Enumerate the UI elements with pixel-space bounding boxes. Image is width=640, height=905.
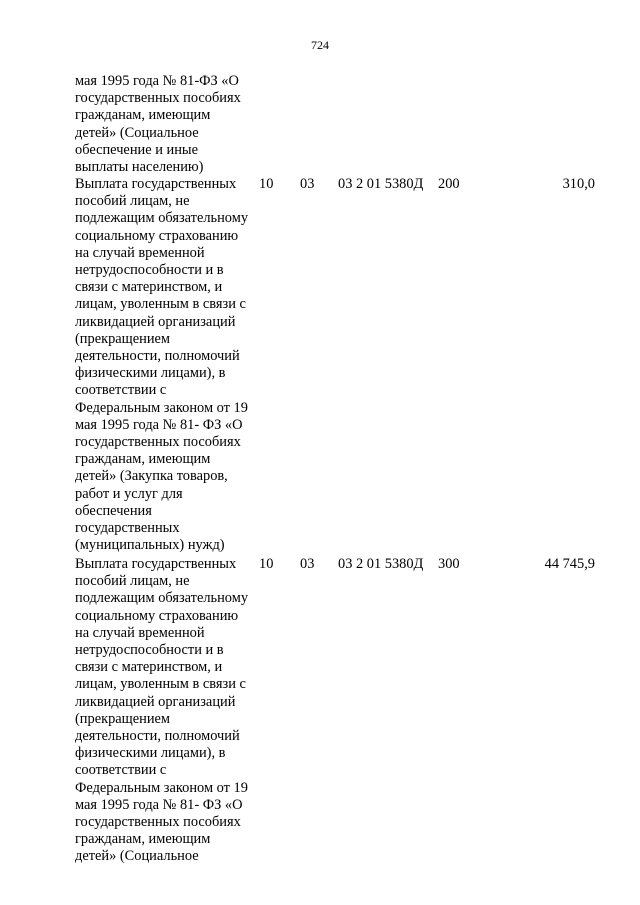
amount-value: 44 745,9 — [544, 556, 595, 572]
description-line: гражданам, имеющим — [75, 451, 211, 468]
description-line: мая 1995 года № 81- ФЗ «О — [75, 796, 243, 813]
description-line: (прекращением — [75, 330, 171, 347]
description-line: обеспечения — [75, 502, 152, 519]
description-line: (прекращением — [75, 710, 171, 727]
target-item-code: 03 2 01 5380Д — [338, 176, 424, 192]
amount-value: 310,0 — [562, 176, 595, 192]
target-item-code: 03 2 01 5380Д — [338, 556, 424, 572]
expense-type-code: 300 — [438, 556, 460, 572]
description-line: подлежащим обязательному — [75, 590, 249, 607]
description-line: мая 1995 года № 81-ФЗ «О — [75, 73, 239, 89]
description-line: пособий лицам, не — [75, 573, 190, 590]
description-line: деятельности, полномочий — [75, 348, 240, 365]
description-line: связи с материнством, и — [75, 279, 223, 296]
description-line: детей» (Социальное — [75, 848, 199, 865]
description-line: ликвидацией организаций — [75, 693, 236, 710]
description-line: гражданам, имеющим — [75, 831, 211, 848]
description-line: на случай временной — [75, 624, 205, 641]
description-line: нетрудоспособности и в — [75, 262, 224, 279]
description-line: обеспечение и иные — [75, 141, 198, 158]
description-line: ликвидацией организаций — [75, 313, 236, 330]
description-line: на случай временной — [75, 244, 205, 261]
description-line: детей» (Закупка товаров, — [75, 468, 228, 485]
section-code: 10 — [259, 556, 274, 572]
description-line: государственных пособиях — [75, 434, 241, 451]
description-line: (муниципальных) нужд) — [75, 537, 225, 554]
description-line: физическими лицами), в — [75, 365, 226, 382]
page-number: 724 — [311, 38, 329, 52]
description-line: Выплата государственных — [75, 556, 237, 572]
description-line: физическими лицами), в — [75, 745, 226, 762]
subsection-code: 03 — [300, 176, 315, 192]
description-line: лицам, уволенным в связи с — [75, 296, 246, 313]
description-line: соответствии с — [75, 382, 167, 399]
description-line: государственных пособиях — [75, 90, 241, 107]
description-line: государственных пособиях — [75, 814, 241, 831]
description-line: гражданам, имеющим — [75, 107, 211, 124]
description-line: детей» (Социальное — [75, 124, 199, 141]
description-line: деятельности, полномочий — [75, 728, 240, 745]
subsection-code: 03 — [300, 556, 315, 572]
description-line: соответствии с — [75, 762, 167, 779]
row-description — [75, 176, 263, 554]
description-line: социальному страхованию — [75, 607, 239, 624]
description-line: работ и услуг для — [75, 485, 183, 502]
description-line: связи с материнством, и — [75, 659, 223, 676]
description-line: подлежащим обязательному — [75, 210, 249, 227]
description-line: лицам, уволенным в связи с — [75, 676, 246, 693]
row-description — [75, 73, 263, 176]
description-line: государственных — [75, 520, 180, 537]
description-line: нетрудоспособности и в — [75, 642, 224, 659]
description-line: Федеральным законом от 19 — [75, 399, 248, 416]
description-line: Выплата государственных — [75, 176, 237, 192]
description-line: выплаты населению) — [75, 159, 204, 176]
expense-type-code: 200 — [438, 176, 460, 192]
description-line: социальному страхованию — [75, 227, 239, 244]
description-line: Федеральным законом от 19 — [75, 779, 248, 796]
section-code: 10 — [259, 176, 274, 192]
description-line: пособий лицам, не — [75, 193, 190, 210]
row-description — [75, 556, 263, 866]
description-line: мая 1995 года № 81- ФЗ «О — [75, 416, 243, 433]
